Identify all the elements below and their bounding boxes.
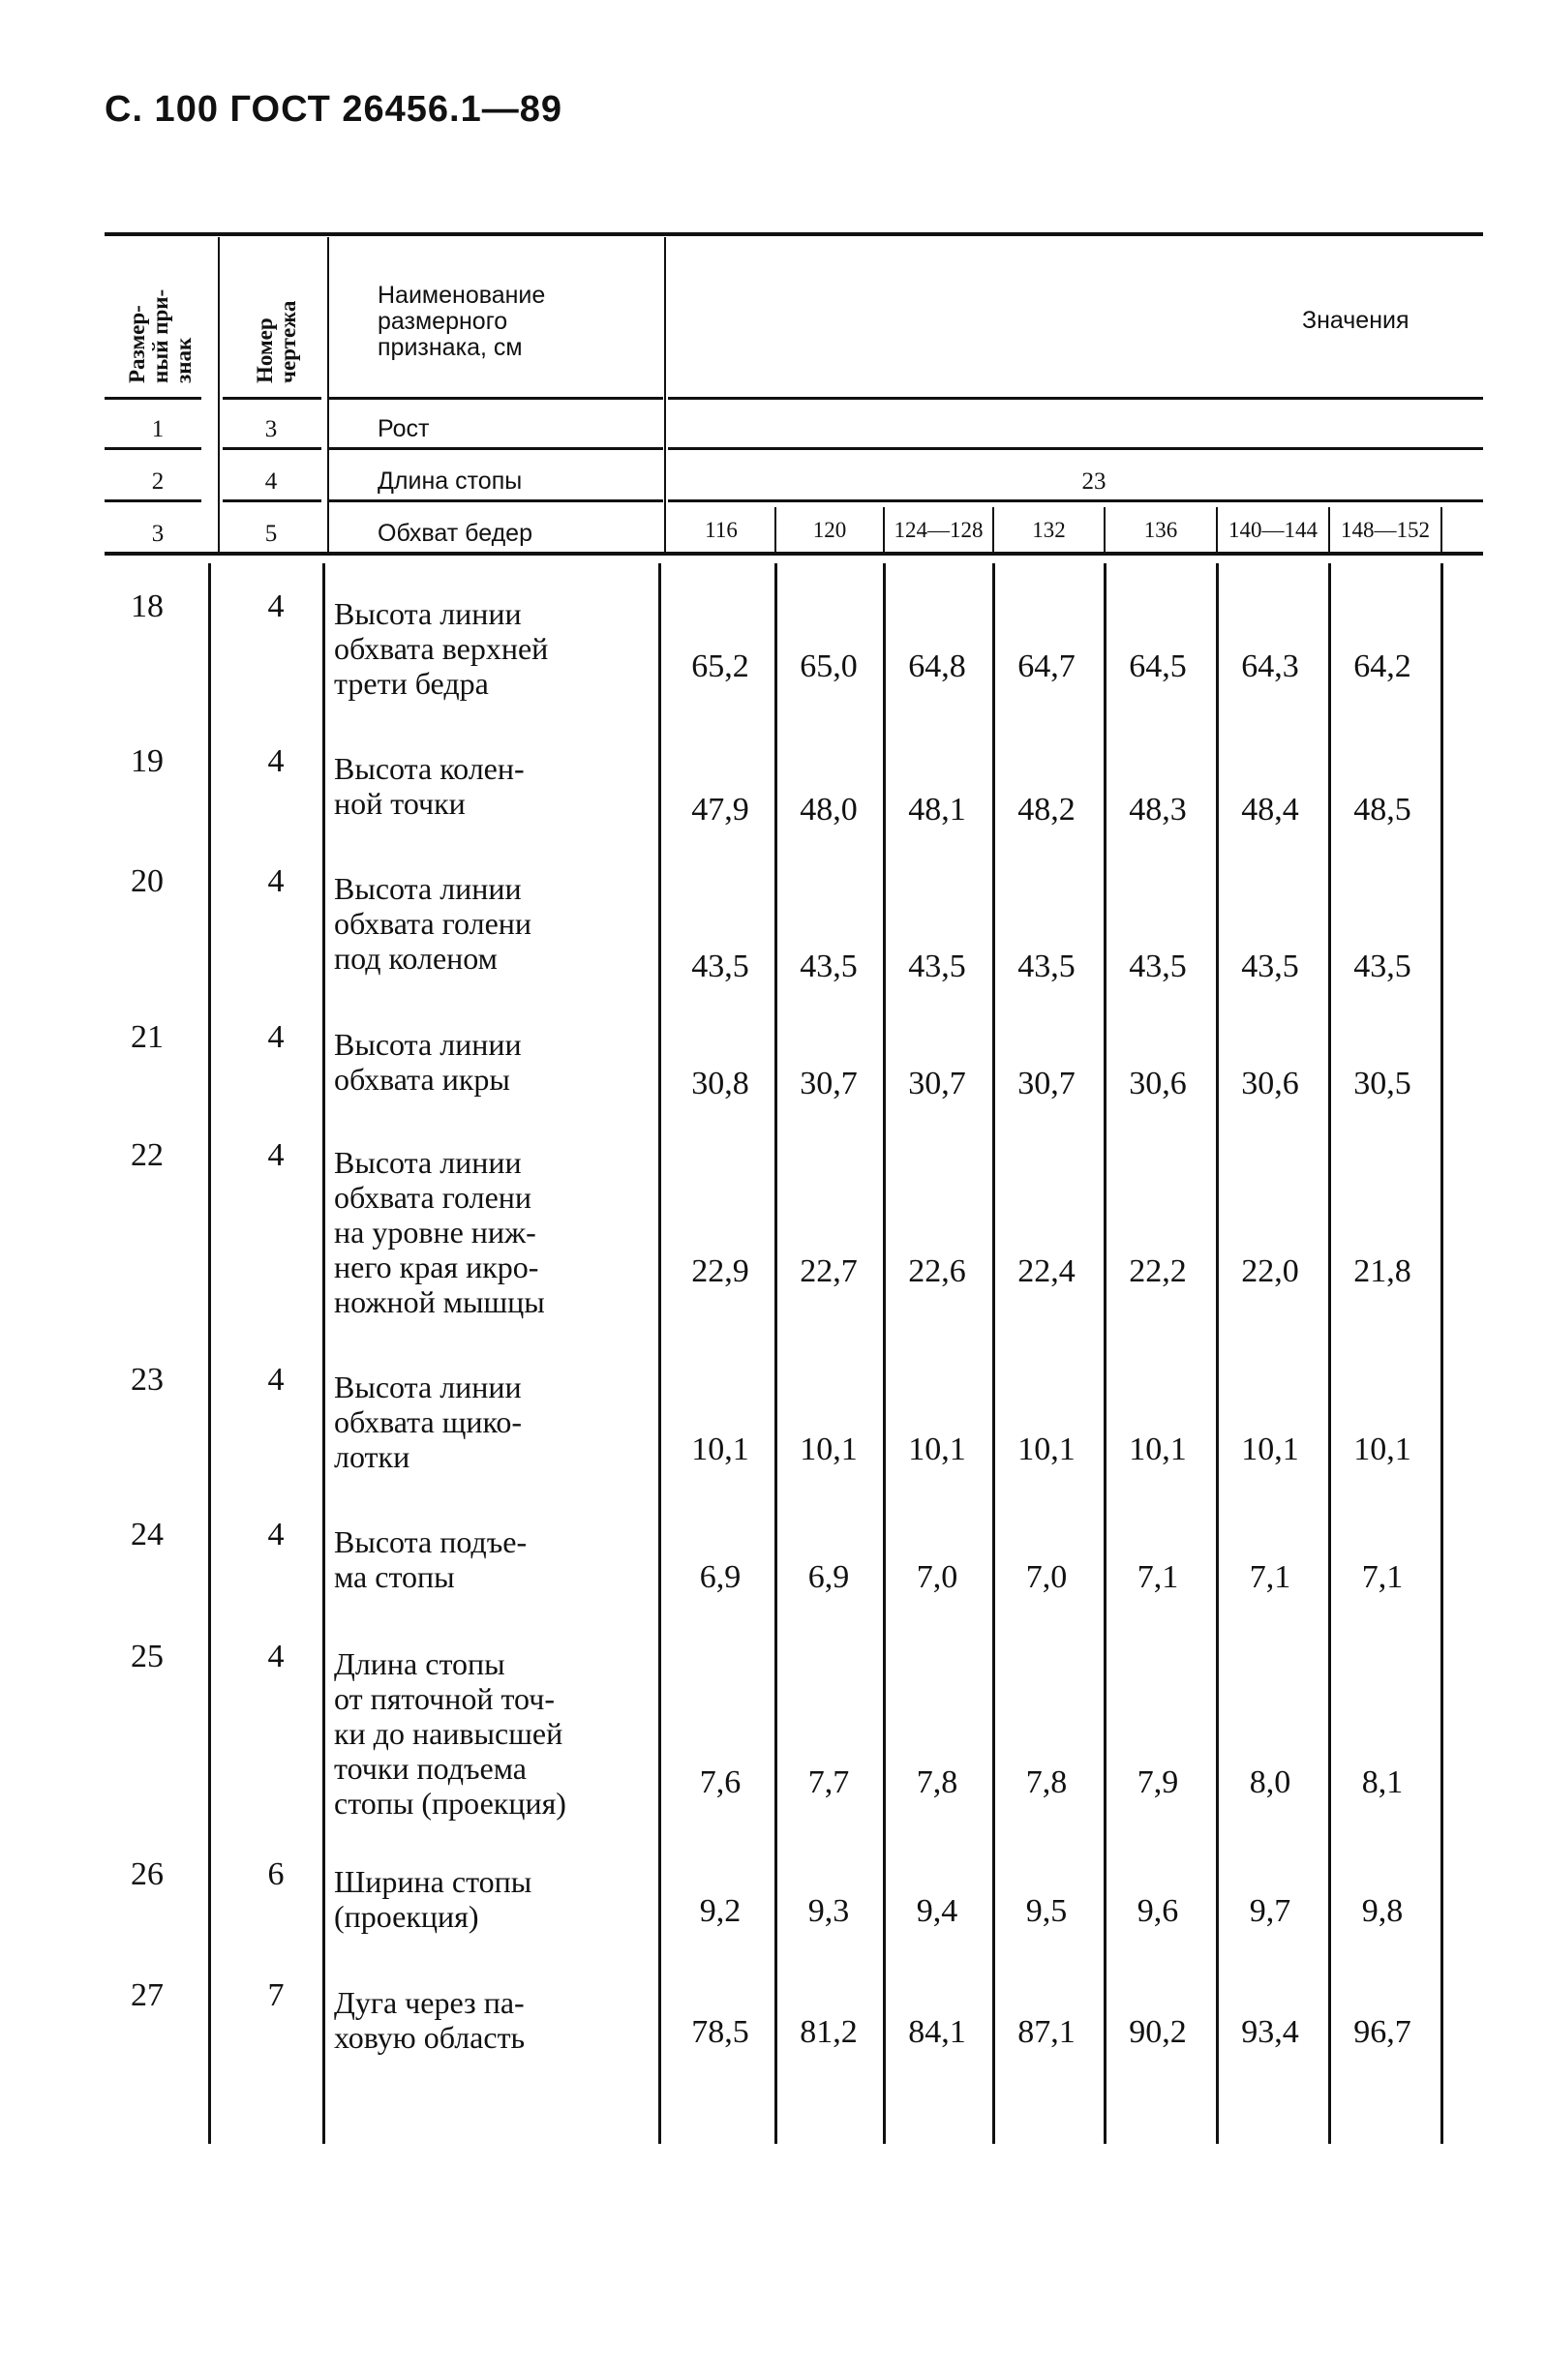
row-rule-c-1 [329,499,663,502]
vsep-3 [664,237,666,552]
header-row-drawing: 4 [264,468,278,495]
row-drawing-number: 7 [267,1977,285,2013]
row-value: 30,8 [691,1066,749,1101]
row-value: 43,5 [691,949,749,984]
row-name: Высота колен- ной точки [334,751,525,821]
row-name: Дуга через па- ховую область [334,1985,526,2055]
row-value: 22,7 [800,1253,858,1289]
row-value: 7,1 [1137,1559,1179,1595]
header-row-name: Обхват бедер [378,520,532,547]
row-value: 7,0 [916,1559,958,1595]
row-value: 10,1 [1353,1431,1411,1467]
row-rule-b-0 [223,447,321,450]
header-row-num: 2 [151,468,165,495]
row-value: 22,6 [908,1253,966,1289]
row-value: 64,3 [1241,648,1299,684]
row-name: Высота линии обхвата голени на уровне ниж- него края икро- ножной мышцы [334,1145,545,1319]
row-drawing-number: 6 [267,1856,285,1892]
row-value: 7,0 [1025,1559,1068,1595]
row-value: 10,1 [691,1431,749,1467]
row-value: 22,4 [1017,1253,1076,1289]
header-values-title: Значения [1302,307,1410,334]
body-vline-0 [208,563,211,2144]
row-value: 7,1 [1249,1559,1291,1595]
row-value: 7,9 [1137,1764,1179,1800]
header-row-num: 1 [151,416,165,442]
row-value: 96,7 [1353,2014,1411,2050]
row-number: 18 [131,588,164,624]
row-name: Высота линии обхвата голени под коленом [334,871,532,976]
row-value: 10,1 [1241,1431,1299,1467]
hip-girth-label: 140—144 [1228,518,1318,542]
row-value: 87,1 [1017,2014,1076,2050]
row-value: 48,0 [800,792,858,828]
row-rule-b-1 [223,499,321,502]
header-row-name: Длина стопы [378,467,523,495]
row-name: Длина стопы от пяточной точ- ки до наивысшей точки подъема стопы (проекция) [334,1646,566,1821]
row-value: 22,2 [1129,1253,1187,1289]
row-value: 30,5 [1353,1066,1411,1101]
row-number: 19 [131,743,164,779]
row-value: 65,2 [691,648,749,684]
header-drawing-number: Номер чертежа [253,300,300,383]
hip-girth-label: 148—152 [1341,518,1430,542]
hip-girth-label: 132 [1032,518,1066,542]
row-drawing-number: 4 [267,1517,285,1552]
row-value: 10,1 [800,1431,858,1467]
row-value: 9,2 [699,1893,742,1929]
header-name: Наименование размерного признака, см [378,282,546,361]
body-vline-9 [1440,563,1443,2144]
row-name: Ширина стопы (проекция) [334,1864,532,1934]
header-row-name: Рост [378,415,430,442]
row-value: 9,6 [1137,1893,1179,1929]
row-value: 10,1 [1129,1431,1187,1467]
row-value: 64,7 [1017,648,1076,684]
row-value: 30,7 [908,1066,966,1101]
row-drawing-number: 4 [267,863,285,899]
header-row-drawing: 3 [264,416,278,442]
row-number: 23 [131,1362,164,1398]
row-value: 64,5 [1129,648,1187,684]
row-number: 22 [131,1137,164,1173]
header-row-num: 3 [151,521,165,547]
row-number: 27 [131,1977,164,2013]
row-value: 78,5 [691,2014,749,2050]
row-value: 6,9 [807,1559,850,1595]
row-rule-c-0 [329,447,663,450]
header-row-drawing: 5 [264,521,278,547]
row-value: 21,8 [1353,1253,1411,1289]
row-value: 22,0 [1241,1253,1299,1289]
row-number: 21 [131,1019,164,1055]
body-vline-2 [658,563,661,2144]
row-rule-d-1 [668,499,1483,502]
row-value: 81,2 [800,2014,858,2050]
row-value: 30,7 [1017,1066,1076,1101]
row-value: 7,7 [807,1764,850,1800]
body-vline-1 [322,563,325,2144]
bottom-header-rule [105,552,1483,556]
row-number: 20 [131,863,164,899]
vsep-1 [218,237,220,552]
hip-girth-label: 124—128 [894,518,984,542]
header-row-value: 23 [1081,468,1106,495]
vsep-2 [327,237,329,552]
row-value: 43,5 [908,949,966,984]
hip-girth-label: 136 [1143,518,1178,542]
row-value: 9,3 [807,1893,850,1929]
top-rule [105,232,1483,236]
row-value: 48,1 [908,792,966,828]
row-value: 9,4 [916,1893,958,1929]
hip-sep-7 [1440,507,1442,552]
row-value: 9,5 [1025,1893,1068,1929]
row-value: 48,3 [1129,792,1187,828]
row-drawing-number: 4 [267,1639,285,1674]
row-value: 9,8 [1361,1893,1404,1929]
row-value: 64,8 [908,648,966,684]
row-value: 8,0 [1249,1764,1291,1800]
header-dimension-sign: Размер- ный при- знак [125,288,196,383]
row-value: 43,5 [1129,949,1187,984]
row-rule-d-0 [668,447,1483,450]
row-name: Высота подъе- ма стопы [334,1524,528,1594]
row-value: 43,5 [1241,949,1299,984]
row-rule-a-0 [105,447,201,450]
header-rule-c [329,397,663,400]
row-name: Высота линии обхвата икры [334,1027,522,1097]
row-value: 47,9 [691,792,749,828]
row-value: 6,9 [699,1559,742,1595]
row-value: 30,6 [1129,1066,1187,1101]
row-value: 8,1 [1361,1764,1404,1800]
hip-girth-label: 120 [812,518,847,542]
row-value: 64,2 [1353,648,1411,684]
row-value: 10,1 [908,1431,966,1467]
row-value: 43,5 [1017,949,1076,984]
row-rule-a-1 [105,499,201,502]
row-value: 48,4 [1241,792,1299,828]
row-drawing-number: 4 [267,743,285,779]
row-value: 9,7 [1249,1893,1291,1929]
row-value: 7,8 [1025,1764,1068,1800]
hip-girth-label: 116 [705,518,738,542]
row-drawing-number: 4 [267,1019,285,1055]
row-value: 43,5 [1353,949,1411,984]
row-value: 65,0 [800,648,858,684]
row-value: 7,6 [699,1764,742,1800]
row-number: 26 [131,1856,164,1892]
header-rule-d [668,397,1483,400]
row-value: 48,5 [1353,792,1411,828]
row-value: 84,1 [908,2014,966,2050]
row-drawing-number: 4 [267,1137,285,1173]
row-name: Высота линии обхвата верхней трети бедра [334,596,549,701]
row-number: 25 [131,1639,164,1674]
row-value: 43,5 [800,949,858,984]
page-header: С. 100 ГОСТ 26456.1—89 [105,89,563,130]
row-value: 93,4 [1241,2014,1299,2050]
header-rule-a [105,397,201,400]
row-value: 7,1 [1361,1559,1404,1595]
row-drawing-number: 4 [267,588,285,624]
row-value: 7,8 [916,1764,958,1800]
header-rule-b [223,397,321,400]
row-drawing-number: 4 [267,1362,285,1398]
row-value: 10,1 [1017,1431,1076,1467]
row-value: 48,2 [1017,792,1076,828]
row-name: Высота линии обхвата щико- лотки [334,1370,523,1474]
row-value: 22,9 [691,1253,749,1289]
row-value: 30,6 [1241,1066,1299,1101]
row-value: 30,7 [800,1066,858,1101]
row-number: 24 [131,1517,164,1552]
row-value: 90,2 [1129,2014,1187,2050]
